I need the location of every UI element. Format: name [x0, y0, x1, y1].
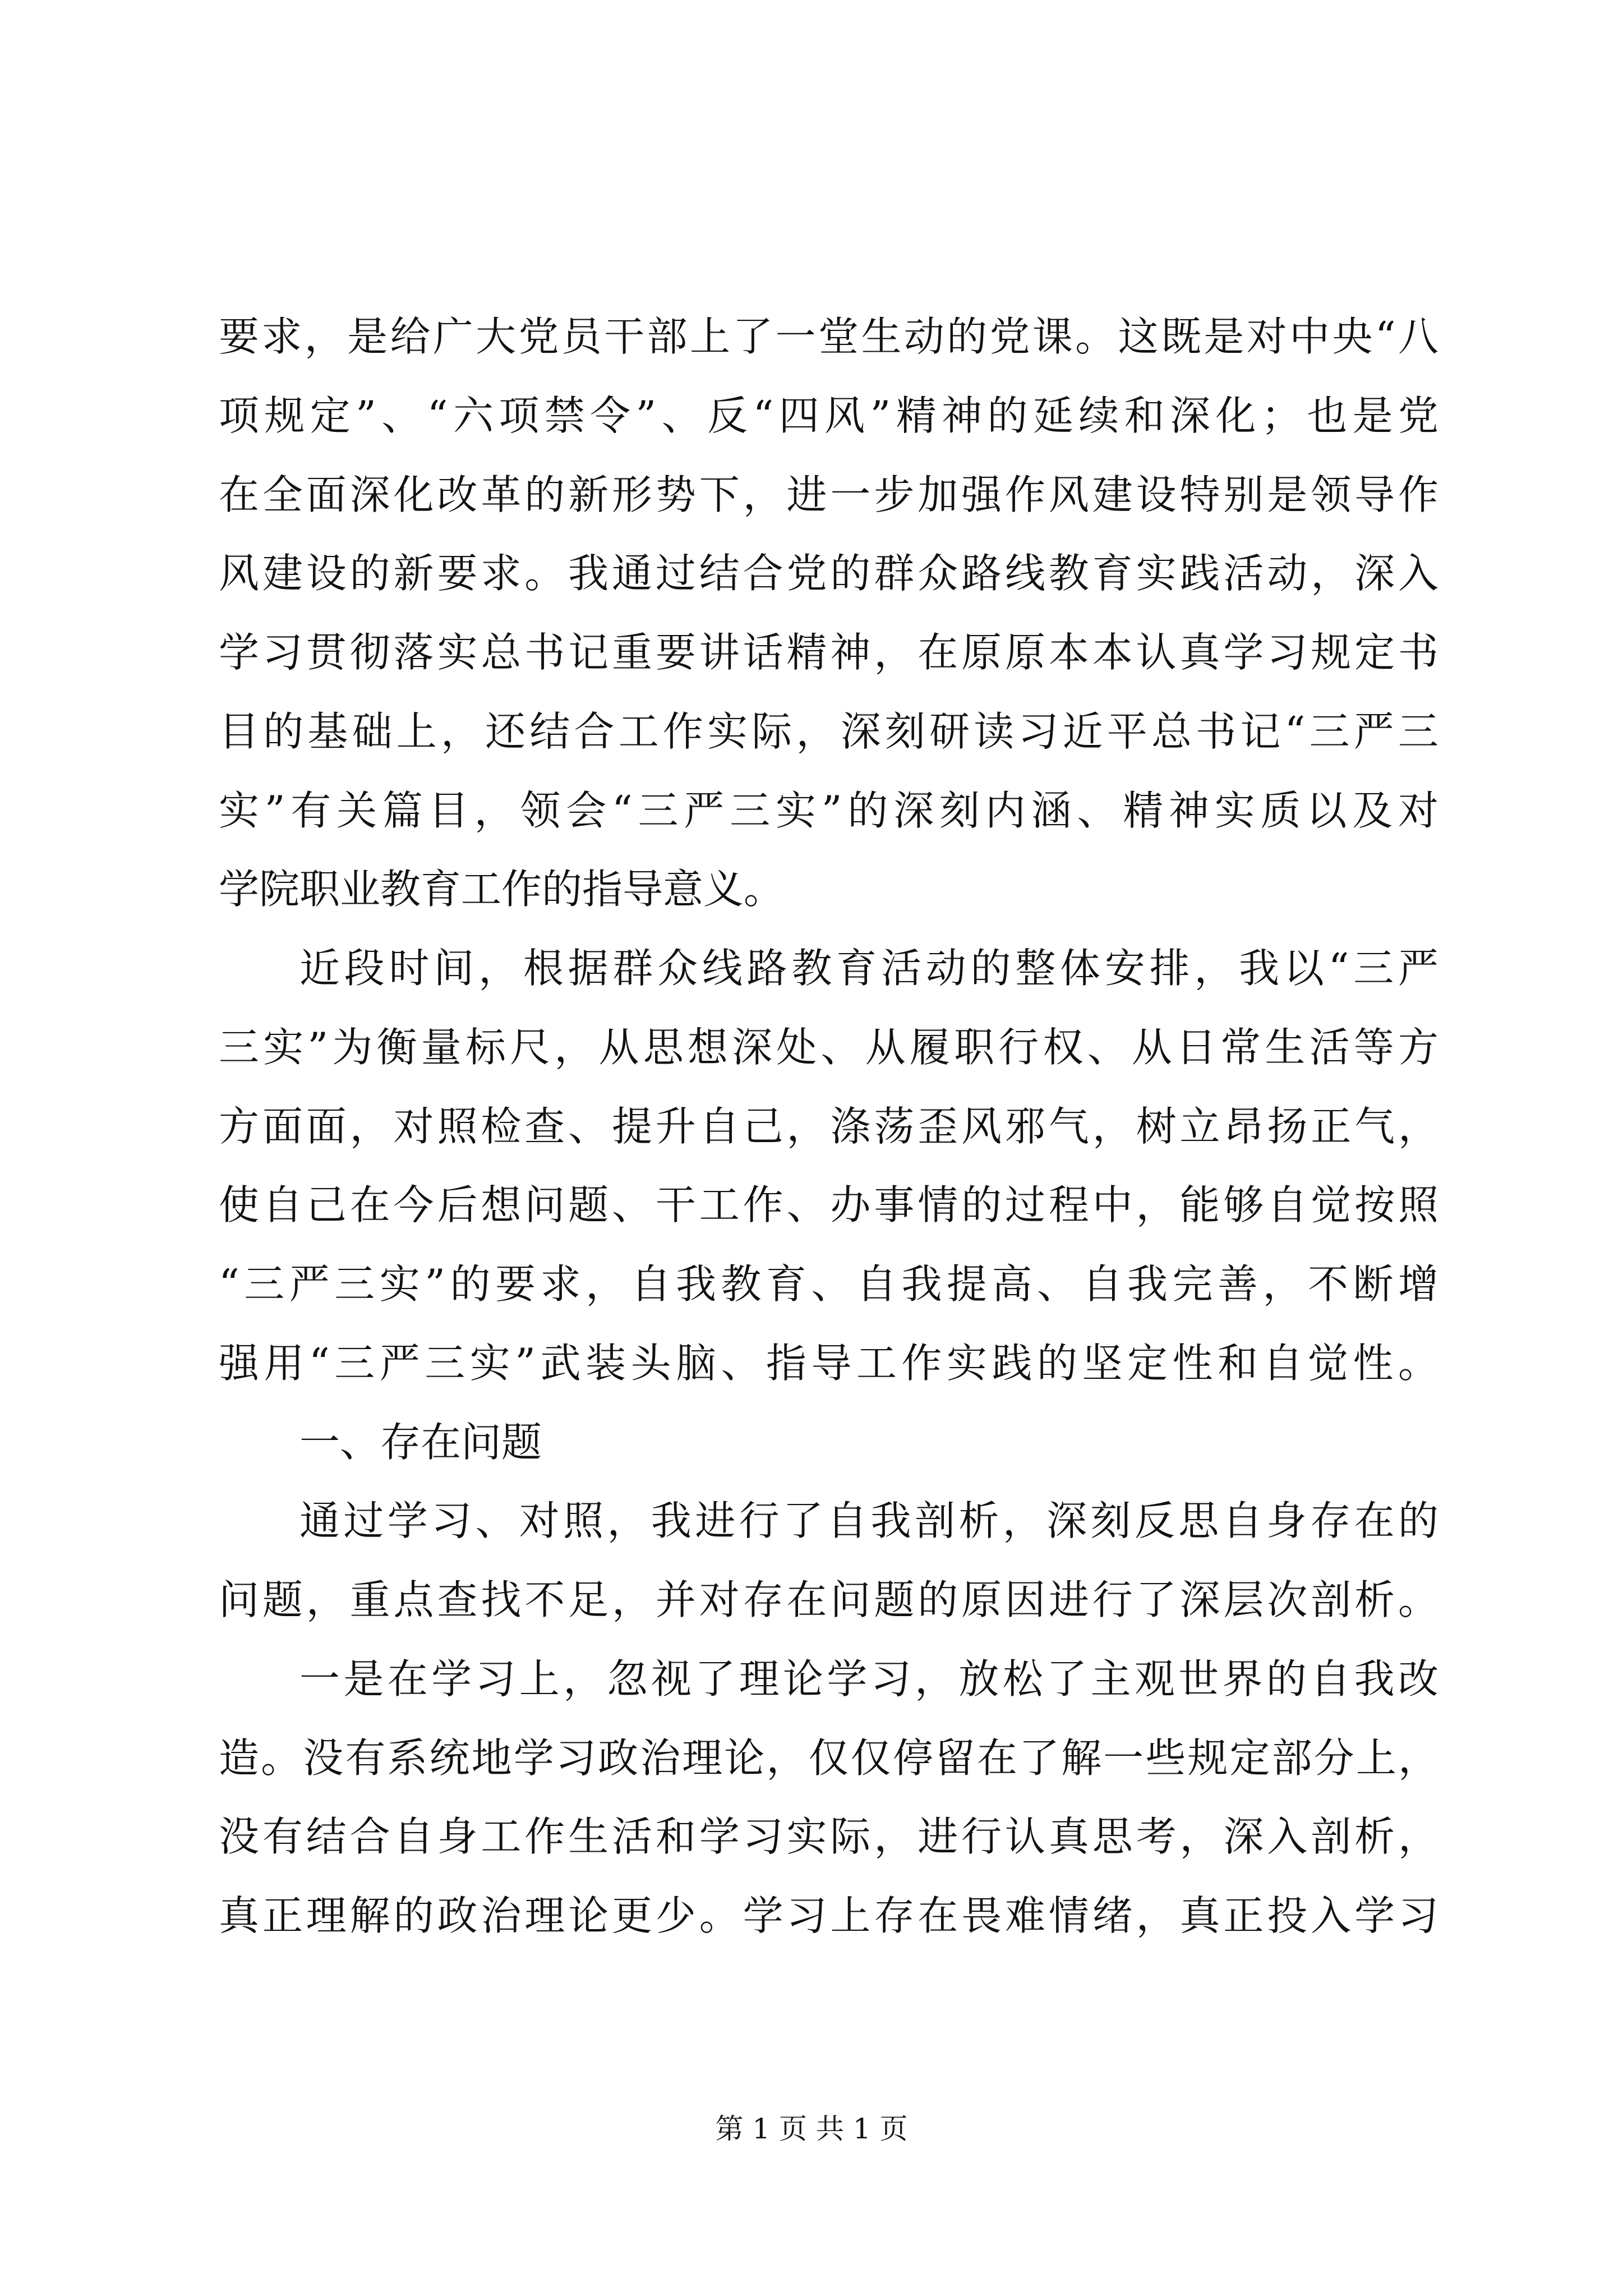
page-number-footer: 第 1 页 共 1 页 [715, 2113, 908, 2145]
text-line: 强用“三严三实”武装头脑、指导工作实践的坚定性和自觉性。 [219, 1340, 1438, 1387]
section-heading: 一、存在问题 [299, 1419, 542, 1466]
text-line: 在全面深化改革的新形势下，进一步加强作风建设特别是领导作 [219, 471, 1438, 518]
text-line: 真正理解的政治理论更少。学习上存在畏难情绪，真正投入学习 [219, 1892, 1438, 1939]
text-line: 方面面，对照检查、提升自己，涤荡歪风邪气，树立昂扬正气， [219, 1103, 1438, 1150]
text-line: 问题，重点查找不足，并对存在问题的原因进行了深层次剖析。 [219, 1576, 1438, 1623]
text-line: “三严三实”的要求，自我教育、自我提高、自我完善，不断增 [219, 1260, 1438, 1308]
text-line: 使自己在今后想问题、干工作、办事情的过程中，能够自觉按照 [219, 1181, 1438, 1228]
paragraph-first-line: 近段时间，根据群众线路教育活动的整体安排，我以“三严 [299, 945, 1438, 992]
paragraph-first-line: 一是在学习上，忽视了理论学习，放松了主观世界的自我改 [299, 1655, 1438, 1703]
paragraph-first-line: 通过学习、对照，我进行了自我剖析，深刻反思自身存在的 [299, 1497, 1438, 1544]
text-line: 学院职业教育工作的指导意义。 [219, 866, 785, 913]
text-line: 要求，是给广大党员干部上了一堂生动的党课。这既是对中央“八 [219, 313, 1438, 360]
text-line: 项规定”、“六项禁令”、反“四风”精神的延续和深化；也是党 [219, 392, 1438, 439]
text-line: 造。没有系统地学习政治理论，仅仅停留在了解一些规定部分上， [219, 1734, 1438, 1782]
text-line: 目的基础上，还结合工作实际，深刻研读习近平总书记“三严三 [219, 708, 1438, 755]
text-line: 风建设的新要求。我通过结合党的群众路线教育实践活动，深入 [219, 550, 1438, 597]
text-line: 学习贯彻落实总书记重要讲话精神，在原原本本认真学习规定书 [219, 629, 1438, 676]
text-line: 实”有关篇目，领会“三严三实”的深刻内涵、精神实质以及对 [219, 787, 1438, 834]
text-line: 三实”为衡量标尺，从思想深处、从履职行权、从日常生活等方 [219, 1024, 1438, 1071]
text-line: 没有结合自身工作生活和学习实际，进行认真思考，深入剖析， [219, 1813, 1438, 1860]
